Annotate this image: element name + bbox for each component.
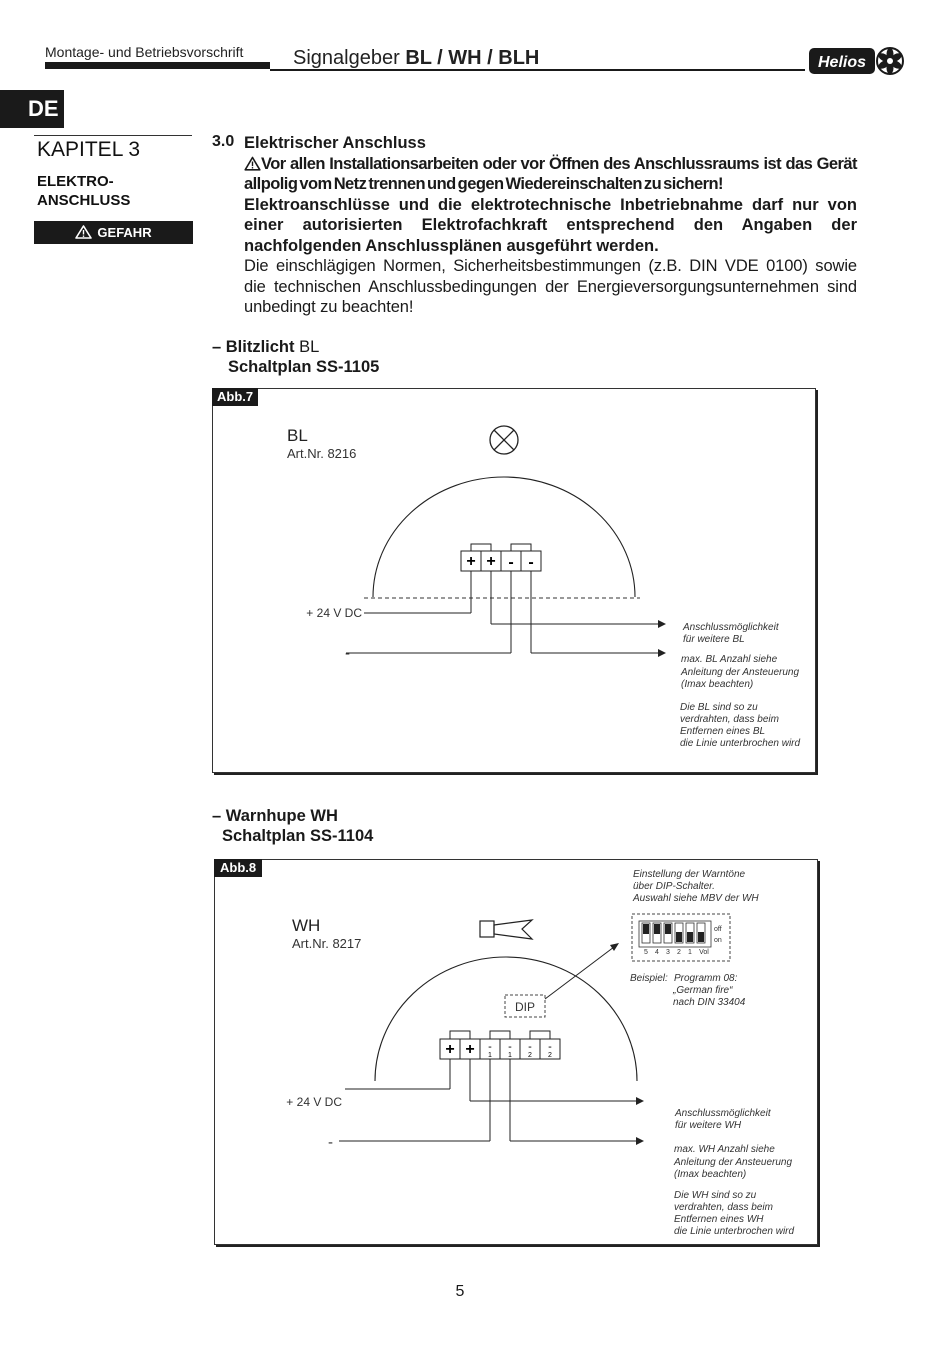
normal-paragraph: Die einschlägigen Normen, Sicherheitsbestimmungen (z.B. DIN VDE 0100) sowie die technischen Anschlussbedingungen der Energieversorgungsunternehmen sind unbedingt zu beachten! — [244, 257, 857, 316]
bl-heading — [212, 337, 319, 358]
bl-terminal-3: - — [508, 554, 514, 571]
wh-terminal-sub-4: 2 — [548, 1052, 552, 1059]
wh-heading: – Warnhupe WH — [212, 807, 338, 825]
wh-arrow-minus — [636, 1137, 644, 1145]
dip-label: DIP — [514, 1000, 536, 1014]
bl-arrow-minus — [658, 649, 666, 657]
example-l1: Programm 08: — [674, 973, 738, 984]
bl-terminal-block — [461, 544, 541, 571]
danger-badge — [34, 221, 193, 244]
bl-note3-l4: die Linie unterbrochen wird — [680, 738, 801, 749]
bl-wiring-diagram — [212, 388, 816, 773]
bl-notes — [680, 622, 801, 749]
logo-text: Helios — [817, 54, 867, 71]
wh-note3-l4: die Linie unterbrochen wird — [674, 1226, 795, 1237]
sidebar-rule — [34, 135, 192, 136]
wh-wires — [339, 1059, 636, 1141]
bl-terminal-2: + — [486, 553, 496, 570]
header-left-text: Montage- und Betriebsvorschrift — [45, 44, 244, 60]
dip-on-label: on — [714, 937, 722, 944]
wh-terminal-2: + — [465, 1041, 475, 1058]
dip-switch-panel — [632, 914, 730, 961]
bl-note1-l2: für weitere BL — [683, 634, 745, 645]
bl-art-nr: Art.Nr. 8216 — [287, 446, 357, 461]
wh-note3-l2: verdrahten, dass beim — [674, 1202, 773, 1213]
section-number: 3.0 — [212, 133, 235, 150]
bl-note2-l2: Anleitung der Ansteuerung — [681, 667, 800, 678]
wh-note3-l3: Entfernen eines WH — [674, 1214, 764, 1225]
wh-terminal-1: + — [445, 1041, 455, 1058]
wh-note3-l1: Die WH sind so zu — [674, 1190, 757, 1201]
dip-pointer-arrow — [610, 943, 619, 951]
bl-terminal-1: + — [466, 553, 476, 570]
wh-wiring-diagram — [214, 859, 818, 1245]
dip-num-vol: Vol — [699, 949, 709, 956]
dip-num-1: 1 — [688, 949, 692, 956]
bold-paragraph: Elektroanschlüsse und die elektrotechnische Inbetriebnahme darf nur von einer autorisierten Elektrofachkraft entsprechend den Angaben der nachfolgenden Anschlussplänen ausgeführt werden. — [244, 195, 857, 255]
wh-terminal-3: - — [488, 1041, 492, 1053]
warning-text: Vor allen Installationsarbeiten oder vor Öffnen des Anschlussraums ist das Gerät allpolig vom Netz trennen und gegen Wiedereinschalten zu sichern! — [244, 154, 857, 193]
horn-icon — [480, 920, 532, 939]
bl-note2-l1: max. BL Anzahl siehe — [681, 654, 778, 665]
chapter-subtitle-line2: ANSCHLUSS — [37, 192, 131, 209]
wh-terminal-sub-2: 1 — [508, 1052, 512, 1059]
dip-top-l1: Einstellung der Warntöne — [633, 869, 746, 880]
wh-terminal-5: - — [528, 1041, 532, 1053]
wh-art-nr: Art.Nr. 8217 — [292, 936, 362, 951]
bl-heading-normal: BL — [299, 338, 320, 356]
warning-icon — [75, 225, 92, 239]
bl-plus-label: + 24 V DC — [306, 606, 362, 620]
wh-housing-outline — [375, 957, 637, 1081]
wh-note2-l2: Anleitung der Ansteuerung — [674, 1157, 793, 1168]
bl-note1-l1: Anschlussmöglichkeit — [683, 622, 779, 633]
bl-device-name: BL — [287, 426, 308, 445]
dip-off-label: off — [714, 926, 722, 933]
example-l2: „German fire“ — [673, 985, 733, 996]
lamp-icon — [490, 426, 518, 454]
wh-plus-label: + 24 V DC — [286, 1095, 342, 1109]
bl-note3-l2: verdrahten, dass beim — [680, 714, 779, 725]
chapter-subtitle — [37, 172, 130, 210]
section-body — [244, 133, 857, 318]
warning-triangle-icon — [244, 156, 261, 171]
wh-terminal-block — [440, 1031, 560, 1059]
wh-terminal-6: - — [548, 1041, 552, 1053]
header-title-prefix: Signalgeber — [293, 47, 400, 69]
fan-icon — [877, 48, 903, 74]
dip-num-4: 4 — [655, 949, 659, 956]
wh-arrow-plus — [636, 1097, 644, 1105]
bl-note3-l3: Entfernen eines BL — [680, 726, 766, 737]
bl-note2-l3: (Imax beachten) — [681, 679, 754, 690]
dip-top-l3: Auswahl siehe MBV der WH — [633, 893, 759, 904]
dip-num-3: 3 — [666, 949, 670, 956]
chapter-subtitle-line1: ELEKTRO- — [37, 173, 114, 190]
bl-note3-l1: Die BL sind so zu — [680, 702, 758, 713]
wh-note1-l2: für weitere WH — [675, 1120, 742, 1131]
bl-arrow-plus — [658, 620, 666, 628]
header-title-bold: BL / WH / BLH — [405, 47, 540, 69]
wh-minus-label: - — [328, 1134, 333, 1151]
chapter-title: KAPITEL 3 — [37, 138, 141, 161]
wh-device-name: WH — [292, 916, 321, 935]
bl-terminal-4: - — [528, 554, 534, 571]
example-l3: nach DIN 33404 — [673, 997, 746, 1008]
wh-terminal-sub-3: 2 — [528, 1052, 532, 1059]
wh-note2-l1: max. WH Anzahl siehe — [674, 1144, 775, 1155]
page-number: 5 — [455, 1283, 465, 1300]
wh-terminal-4: - — [508, 1041, 512, 1053]
header-title — [293, 47, 539, 70]
wh-plan: Schaltplan SS-1104 — [222, 827, 374, 845]
bl-wires — [346, 571, 658, 653]
dip-num-5: 5 — [644, 949, 648, 956]
wh-notes — [673, 1108, 795, 1237]
dip-top-l2: über DIP-Schalter. — [633, 881, 715, 892]
bl-minus-label: - — [345, 645, 350, 662]
wh-note2-l3: (Imax beachten) — [674, 1169, 747, 1180]
wh-terminal-sub-1: 1 — [488, 1052, 492, 1059]
dip-box — [505, 995, 545, 1017]
bl-housing-outline — [373, 477, 635, 597]
language-tab: DE — [0, 90, 64, 128]
bl-plan: Schaltplan SS-1105 — [228, 358, 380, 376]
dip-pointer-line — [545, 947, 614, 999]
figure-bl-label: Abb.7 — [212, 388, 258, 406]
section-title: Elektrischer Anschluss — [244, 134, 426, 152]
dip-num-2: 2 — [677, 949, 681, 956]
helios-logo — [808, 45, 904, 77]
header-bar — [45, 62, 270, 69]
danger-label: GEFAHR — [97, 225, 152, 240]
warning-paragraph — [244, 154, 857, 195]
figure-wh-label: Abb.8 — [214, 859, 262, 877]
bl-heading-bold: – Blitzlicht — [212, 338, 295, 356]
example-label: Beispiel: — [630, 973, 668, 984]
wh-note1-l1: Anschlussmöglichkeit — [675, 1108, 771, 1119]
